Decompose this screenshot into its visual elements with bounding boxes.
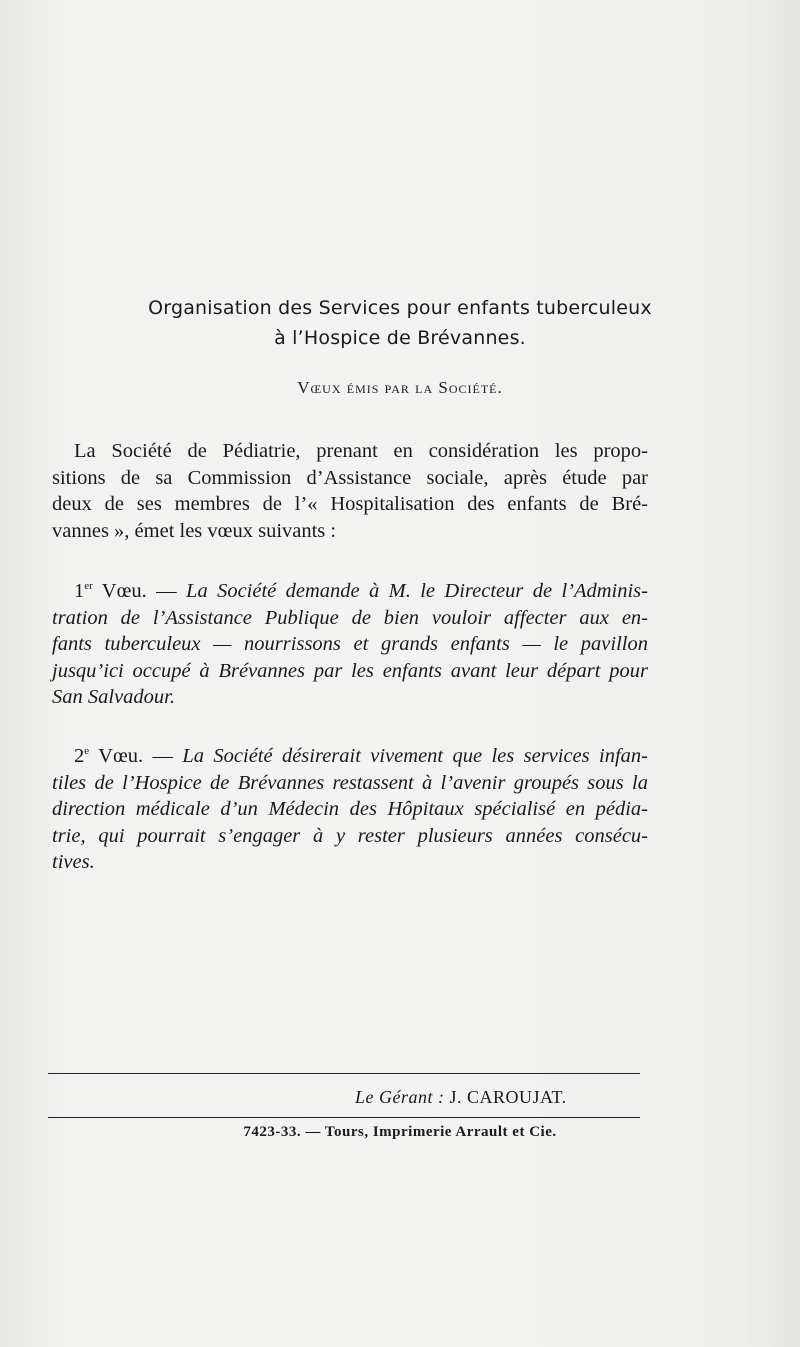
gerant-label: Le Gérant :: [355, 1087, 450, 1107]
voeu-1-sup: er: [84, 580, 93, 592]
voeu-2-first-line: [52, 738, 648, 770]
voeu-2-line: tives.: [52, 851, 95, 873]
bleed-through-ghost-text: [0, 150, 800, 224]
voeu-2-line: direction médicale d’un Médecin des Hôpitaux spécialisé en pédia-: [52, 798, 648, 820]
printer-imprint: 7423-33. — Tours, Imprimerie Arrault et Cie.: [243, 1124, 557, 1140]
voeu-2-line: trie, qui pourrait s’engager à y rester plusieurs années consécu-: [52, 824, 648, 847]
intro-line: sitions de sa Commission d’Assistance sociale, après étude par: [52, 466, 648, 489]
footer-rule-top: [48, 1073, 640, 1074]
voeu-2-line: tiles de l’Hospice de Brévannes restassent à l’avenir groupés sous la: [52, 771, 648, 794]
document-subtitle: Vœux émis par la Société.: [297, 378, 503, 397]
voeu-1-line: San Salvadour.: [52, 686, 175, 708]
voeu-1-text: La Société demande à M. le Directeur de l’Adminis-: [186, 580, 648, 602]
intro-paragraph: [52, 438, 648, 544]
voeu-2-paragraph: [52, 738, 648, 876]
intro-line: La Société de Pédiatrie, prenant en considération les propo-: [74, 440, 648, 462]
intro-line: vannes », émet les vœux suivants :: [52, 519, 337, 542]
voeu-1-first-line: [52, 573, 648, 605]
voeu-1-label: Vœu. —: [92, 580, 187, 602]
gerant-name: J. CAROUJAT.: [449, 1087, 567, 1107]
footer-rule-bottom: [48, 1117, 640, 1118]
voeu-2-label: Vœu. —: [89, 745, 183, 767]
voeu-1-line: jusqu’ici occupé à Brévannes par les enfants avant leur départ pour: [52, 659, 648, 682]
voeu-1-number: 1: [74, 580, 85, 602]
intro-line: deux de ses membres de l’« Hospitalisation des enfants de Bré-: [52, 493, 648, 515]
document-title-line-2: à l’Hospice de Brévannes.: [274, 327, 526, 349]
voeu-2-text: La Société désirerait vivement que les services infan-: [182, 745, 648, 767]
voeu-1-line: fants tuberculeux — nourrissons et grands enfants — le pavillon: [52, 633, 648, 655]
voeu-1-paragraph: [52, 573, 648, 711]
document-title-line-1: Organisation des Services pour enfants tuberculeux: [148, 297, 652, 319]
voeu-1-line: tration de l’Assistance Publique de bien vouloir affecter aux en-: [52, 606, 648, 629]
gerant-signature: [355, 1087, 567, 1108]
voeu-2-number: 2: [74, 745, 85, 767]
voeu-2-sup: e: [84, 745, 90, 757]
